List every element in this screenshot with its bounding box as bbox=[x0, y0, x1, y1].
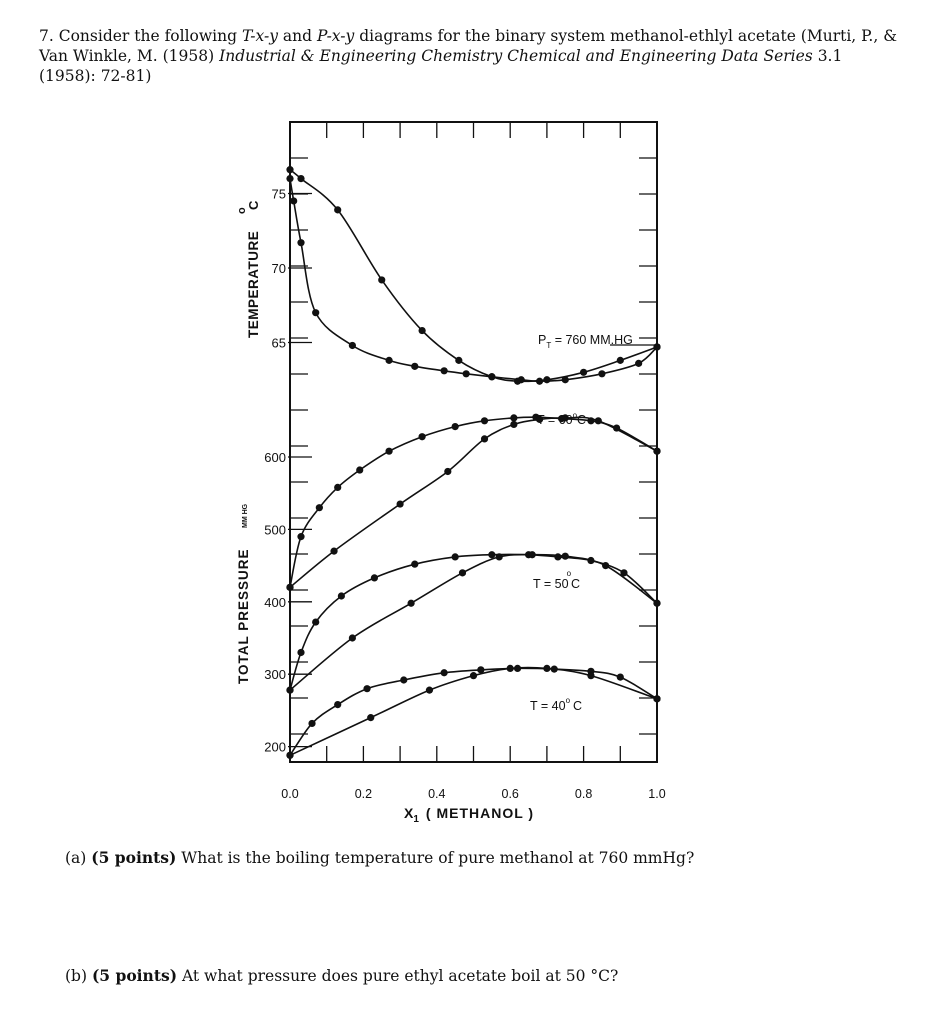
t40-label-main: T = 40 bbox=[530, 699, 566, 713]
pressure-series-0-point bbox=[481, 417, 488, 424]
temperature-dew-point bbox=[617, 357, 624, 364]
pxy-term: P-x-y bbox=[316, 27, 355, 45]
pressure-series-1-point bbox=[481, 435, 488, 442]
question-a-label: (a) bbox=[65, 849, 87, 867]
pressure-series-3-point bbox=[602, 562, 609, 569]
problem-number: 7. bbox=[39, 27, 54, 45]
t50-label bbox=[533, 569, 580, 591]
temperature-bubble-curve bbox=[290, 179, 657, 382]
t50-label-unit: C bbox=[571, 577, 581, 591]
pressure-series-2-point bbox=[297, 649, 304, 656]
pressure-series-5-point bbox=[470, 672, 477, 679]
temperature-bubble-point bbox=[463, 370, 470, 377]
temperature-dew-point bbox=[543, 376, 550, 383]
pressure-series-3-point bbox=[562, 553, 569, 560]
temperature-bubble-point bbox=[385, 357, 392, 364]
problem-text-3: diagrams for the binary system methanol-ethlyl acetate (Murti, P., & Van Winkle, M. (1958) bbox=[39, 27, 898, 65]
x-tick-label: 0.4 bbox=[428, 787, 446, 801]
pressure-series-5-point bbox=[587, 672, 594, 679]
pressure-tick-label: 200 bbox=[264, 739, 286, 755]
temperature-tick-label: 75 bbox=[271, 186, 286, 202]
pressure-tick-label: 400 bbox=[264, 594, 286, 610]
pressure-series-1-point bbox=[444, 468, 451, 475]
pressure-series-2-point bbox=[620, 569, 627, 576]
temperature-bubble-point bbox=[312, 309, 319, 316]
pressure-series-3-point bbox=[349, 634, 356, 641]
problem-text-1: Consider the following bbox=[58, 27, 242, 45]
pressure-series-3-point bbox=[653, 600, 660, 607]
pressure-series-1-point bbox=[653, 448, 660, 455]
pressure-series-0-point bbox=[297, 533, 304, 540]
pressure-series-1-point bbox=[397, 500, 404, 507]
pressure-series-3-point bbox=[408, 600, 415, 607]
t60-label-unit: C bbox=[577, 413, 587, 427]
pressure-annotation-760 bbox=[538, 333, 633, 350]
pressure-series-0-point bbox=[510, 414, 517, 421]
txy-term: T-x-y bbox=[241, 27, 278, 45]
pressure-series-2-point bbox=[488, 551, 495, 558]
pressure-series-4-point bbox=[477, 666, 484, 673]
temperature-bubble-point bbox=[488, 373, 495, 380]
pressure-series-2-point bbox=[338, 592, 345, 599]
annotation-p-sub: T bbox=[546, 341, 552, 350]
pressure-series-1-point bbox=[595, 417, 602, 424]
pressure-series-4-curve bbox=[290, 668, 657, 755]
pressure-series-2-point bbox=[312, 618, 319, 625]
temperature-bubble-point bbox=[349, 342, 356, 349]
pressure-series-4-point bbox=[617, 673, 624, 680]
pressure-series-0-point bbox=[356, 466, 363, 473]
temperature-tick-label: 65 bbox=[271, 335, 286, 351]
pressure-series-0-point bbox=[587, 417, 594, 424]
temperature-bubble-point bbox=[635, 360, 642, 367]
temperature-dew-point bbox=[455, 357, 462, 364]
pressure-series-4-point bbox=[334, 701, 341, 708]
pressure-series-5-curve bbox=[290, 668, 657, 756]
pressure-series-3-point bbox=[286, 687, 293, 694]
pressure-series-1-point bbox=[286, 584, 293, 591]
pressure-series-0-point bbox=[613, 424, 620, 431]
pressure-series-2-point bbox=[371, 574, 378, 581]
problem-text-2: and bbox=[277, 27, 317, 45]
question-a-points: (5 points) bbox=[91, 848, 177, 867]
pressure-series-2-point bbox=[554, 553, 561, 560]
temperature-dew-point bbox=[580, 369, 587, 376]
temperature-ticks bbox=[272, 187, 312, 351]
temperature-bubble-point bbox=[518, 376, 525, 383]
temperature-bubble-point bbox=[562, 376, 569, 383]
pressure-series-2-point bbox=[587, 557, 594, 564]
pressure-series-4-point bbox=[551, 666, 558, 673]
temperature-unit-degree: o bbox=[236, 207, 248, 214]
temperature-dew-point bbox=[419, 327, 426, 334]
question-a bbox=[65, 848, 694, 867]
question-b-label: (b) bbox=[65, 967, 88, 985]
pressure-series-1-point bbox=[510, 421, 517, 428]
question-b-points: (5 points) bbox=[91, 966, 178, 985]
x-axis-label-main: X bbox=[404, 805, 414, 821]
question-a-text: What is the boiling temperature of pure methanol at 760 mmHg? bbox=[176, 849, 695, 867]
x-axis-label-rest: ( METHANOL ) bbox=[425, 805, 535, 821]
pressure-series-5-point bbox=[426, 687, 433, 694]
temperature-bubble-point bbox=[441, 367, 448, 374]
x-axis-label-sub: 1 bbox=[413, 814, 419, 825]
pressure-axis-label: TOTAL PRESSURE bbox=[236, 548, 251, 684]
temperature-bubble-point bbox=[286, 175, 293, 182]
pressure-tick-label: 500 bbox=[264, 522, 286, 538]
pressure-series-2-point bbox=[411, 561, 418, 568]
t40-label-unit: C bbox=[573, 699, 583, 713]
pressure-series-3-point bbox=[496, 553, 503, 560]
problem-text-4: 3.1 (1958): 72-81) bbox=[39, 47, 843, 85]
plot-frame bbox=[290, 122, 657, 762]
x-tick-label: 0.6 bbox=[501, 787, 519, 801]
pressure-series-0-point bbox=[419, 433, 426, 440]
pressure-series-4-point bbox=[363, 685, 370, 692]
temperature-axis-label: TEMPERATURE bbox=[246, 230, 261, 338]
pressure-series-5-point bbox=[653, 695, 660, 702]
pressure-series-5-point bbox=[286, 752, 293, 759]
temperature-bubble-point bbox=[297, 239, 304, 246]
pressure-series-5-point bbox=[507, 665, 514, 672]
pressure-series-0-curve bbox=[290, 417, 657, 587]
pressure-series-0-point bbox=[452, 423, 459, 430]
x-tick-label: 0.0 bbox=[281, 787, 299, 801]
question-b bbox=[65, 966, 618, 985]
pressure-series-0-point bbox=[385, 448, 392, 455]
pressure-series-4-point bbox=[400, 676, 407, 683]
temperature-dew-point bbox=[286, 166, 293, 173]
pressure-series-3-point bbox=[529, 551, 536, 558]
pressure-series-2-point bbox=[452, 553, 459, 560]
pressure-series-4-point bbox=[441, 669, 448, 676]
question-b-text: At what pressure does pure ethyl acetate boil at 50 °C? bbox=[177, 967, 619, 985]
pressure-series-0-point bbox=[316, 504, 323, 511]
temperature-bubble-point bbox=[536, 378, 543, 385]
pressure-series-5-point bbox=[367, 714, 374, 721]
temperature-unit: C bbox=[246, 200, 261, 210]
x-tick-label: 0.8 bbox=[574, 787, 593, 801]
t60-label-main: T = 60 bbox=[537, 413, 573, 427]
temperature-bubble-point bbox=[290, 197, 297, 204]
x-ticks bbox=[281, 787, 665, 801]
pressure-series-4-point bbox=[514, 665, 521, 672]
t60-label bbox=[537, 411, 586, 427]
pressure-series-0-point bbox=[334, 484, 341, 491]
t40-label bbox=[530, 696, 582, 713]
temperature-tick-label: 70 bbox=[271, 261, 286, 276]
x-axis-label bbox=[404, 805, 534, 825]
curves-layer bbox=[290, 170, 657, 756]
temperature-bubble-point bbox=[411, 363, 418, 370]
t40-label-deg: o bbox=[565, 696, 571, 705]
x-tick-label: 0.2 bbox=[354, 787, 373, 801]
pressure-series-1-point bbox=[330, 548, 337, 555]
pressure-series-5-point bbox=[543, 665, 550, 672]
temperature-bubble-point bbox=[598, 370, 605, 377]
temperature-dew-point bbox=[334, 206, 341, 213]
pressure-tick-label: 300 bbox=[264, 667, 286, 683]
temperature-dew-point bbox=[297, 175, 304, 182]
annotation-rest: = 760 MM.HG bbox=[551, 333, 633, 347]
temperature-dew-point bbox=[378, 276, 385, 283]
t60-label-deg: o bbox=[572, 411, 578, 420]
pressure-series-1-curve bbox=[290, 417, 657, 587]
pressure-unit: MM HG bbox=[242, 503, 249, 528]
x-tick-label: 1.0 bbox=[648, 787, 666, 801]
journal-title: Industrial & Engineering Chemistry Chemical and Engineering Data Series bbox=[219, 47, 813, 65]
frame-ticks bbox=[290, 122, 657, 762]
pressure-tick-label: 600 bbox=[264, 450, 286, 465]
annotation-p: P bbox=[538, 333, 547, 347]
pressure-series-3-point bbox=[459, 569, 466, 576]
temperature-dew-curve bbox=[290, 170, 657, 382]
pressure-series-4-point bbox=[308, 720, 315, 727]
t50-label-main: T = 50 bbox=[533, 577, 569, 591]
t50-label-deg: o bbox=[566, 569, 572, 578]
pressure-ticks bbox=[264, 450, 312, 755]
